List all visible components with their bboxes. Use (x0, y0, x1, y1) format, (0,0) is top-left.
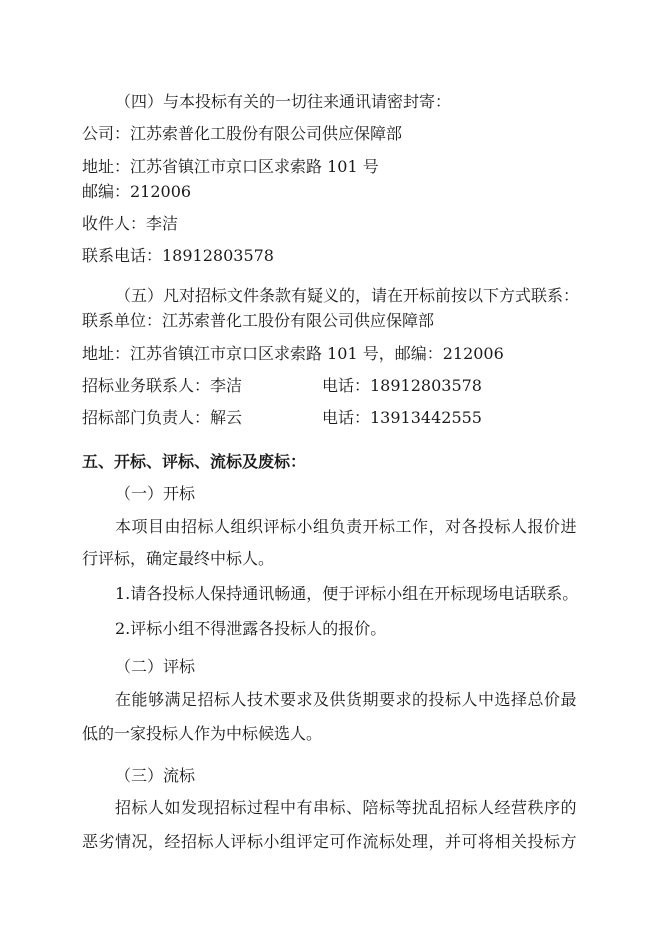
sec4-phone: 联系电话：18912803578 (82, 246, 274, 265)
open-para-line2: 行评标，确定最终中标人。 (82, 549, 275, 568)
sec5-address: 地址：江苏省镇江市京口区求索路 101 号，邮编：212006 (82, 344, 504, 363)
sec5-head-label: 招标部门负责人：解云 (82, 408, 243, 427)
sec5-contact-phone: 电话：18912803578 (322, 376, 482, 395)
sec5-heading: （五）凡对招标文件条款有疑义的，请在开标前按以下方式联系： (115, 286, 580, 305)
sec4-company: 公司：江苏索普化工股份有限公司供应保障部 (82, 124, 403, 143)
chapter5-title: 五、开标、评标、流标及废标： (82, 452, 307, 471)
sec5-head-phone: 电话：13913442555 (322, 408, 482, 427)
sec5-head-row (82, 408, 482, 428)
sec5-contact-row (82, 376, 482, 396)
evaluate-para-line2: 低的一家投标人作为中标候选人。 (82, 724, 323, 743)
sec4-heading: （四）与本投标有关的一切往来通讯请密封寄： (115, 92, 452, 111)
sec5-unit: 联系单位：江苏索普化工股份有限公司供应保障部 (82, 311, 435, 330)
sec4-address: 地址：江苏省镇江市京口区求索路 101 号 (82, 157, 379, 176)
fail-heading: （三）流标 (115, 766, 196, 785)
sec5-contact-label: 招标业务联系人：李洁 (82, 376, 243, 395)
sec4-recipient: 收件人：李洁 (82, 214, 179, 233)
open-para-line1: 本项目由招标人组织评标小组负责开标工作，对各投标人报价进 (115, 517, 578, 536)
open-item1: 1.请各投标人保持通讯畅通，便于评标小组在开标现场电话联系。 (115, 584, 579, 603)
evaluate-para-line1: 在能够满足招标人技术要求及供货期要求的投标人中选择总价最 (115, 690, 578, 709)
open-item2: 2.评标小组不得泄露各投标人的报价。 (115, 619, 387, 638)
sec4-postcode: 邮编：212006 (82, 182, 192, 201)
evaluate-heading: （二）评标 (115, 657, 196, 676)
fail-para-line2: 恶劣情况，经招标人评标小组评定可作流标处理，并可将相关投标方 (82, 832, 578, 851)
open-heading: （一）开标 (115, 484, 196, 503)
fail-para-line1: 招标人如发现招标过程中有串标、陪标等扰乱招标人经营秩序的 (115, 798, 578, 817)
